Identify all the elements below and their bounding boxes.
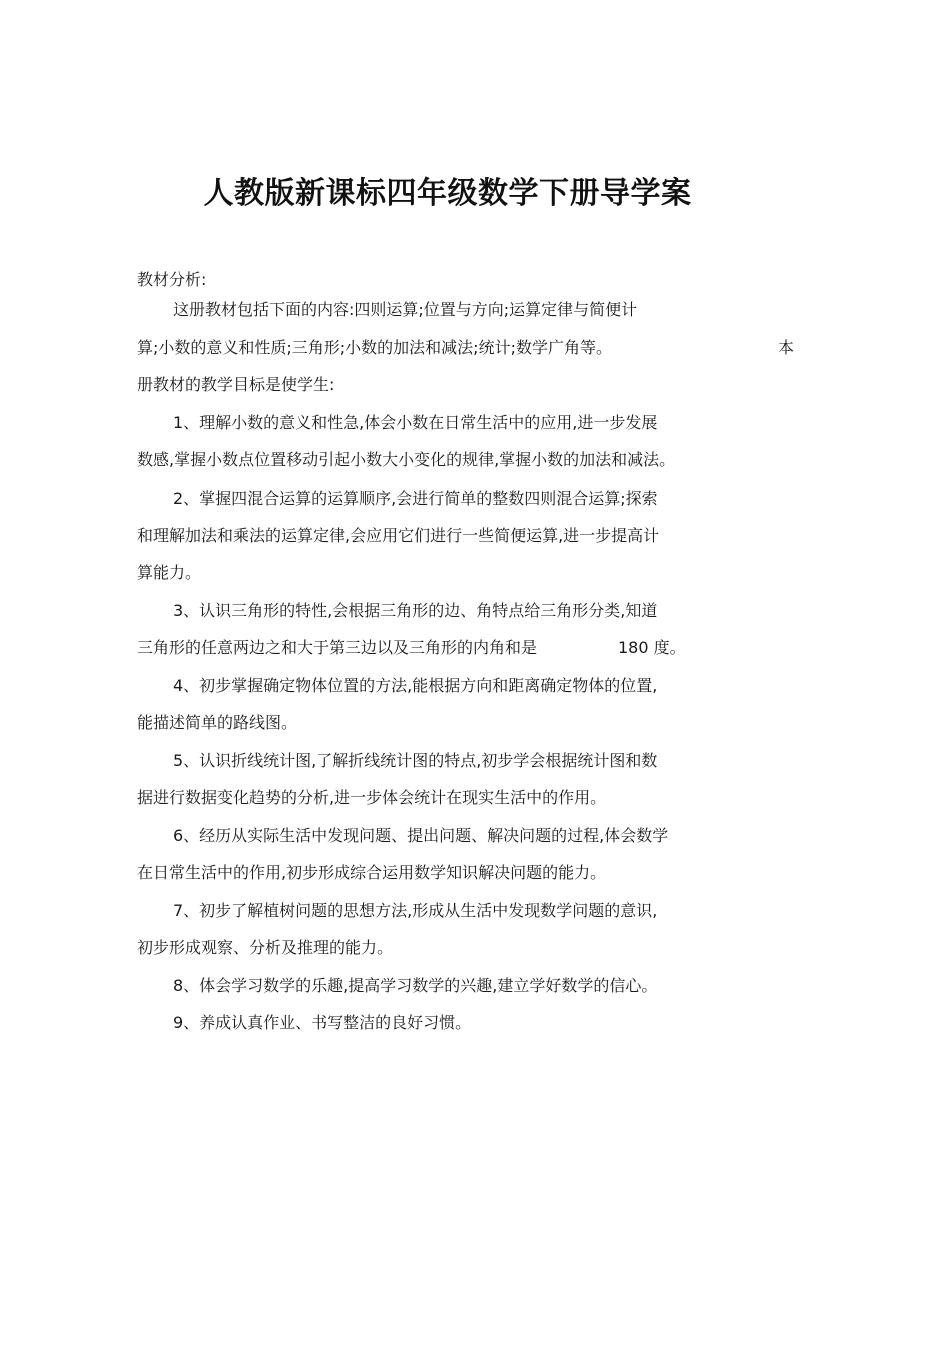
goal-line: 5、认识折线统计图,了解折线统计图的特点,初步学会根据统计图和数 xyxy=(173,751,658,770)
intro-line-tail: 本 xyxy=(778,338,795,357)
goal-line: 2、掌握四混合运算的运算顺序,会进行简单的整数四则混合运算;探索 xyxy=(173,489,658,508)
goal-line: 数感,掌握小数点位置移动引起小数大小变化的规律,掌握小数的加法和减法。 xyxy=(137,450,676,469)
intro-line: 册教材的教学目标是使学生: xyxy=(137,375,335,394)
goal-line: 6、经历从实际生活中发现问题、提出问题、解决问题的过程,体会数学 xyxy=(173,826,669,845)
goal-line: 初步形成观察、分析及推理的能力。 xyxy=(137,938,394,957)
goal-line: 1、理解小数的意义和性急,体会小数在日常生活中的应用,进一步发展 xyxy=(173,413,658,432)
goal-line-tail: 180 度。 xyxy=(618,638,686,657)
goal-line: 9、养成认真作业、书写整洁的良好习惯。 xyxy=(173,1013,472,1032)
goal-line: 算能力。 xyxy=(137,563,202,582)
goal-line: 7、初步了解植树问题的思想方法,形成从生活中发现数学问题的意识, xyxy=(173,901,658,920)
goal-line: 8、体会学习数学的乐趣,提高学习数学的兴趣,建立学好数学的信心。 xyxy=(173,976,658,995)
goal-line: 4、初步掌握确定物体位置的方法,能根据方向和距离确定物体的位置, xyxy=(173,676,658,695)
goal-line: 据进行数据变化趋势的分析,进一步体会统计在现实生活中的作用。 xyxy=(137,788,607,807)
section-heading: 教材分析: xyxy=(137,270,207,289)
goal-line: 三角形的任意两边之和大于第三边以及三角形的内角和是 xyxy=(137,638,538,657)
goal-line: 在日常生活中的作用,初步形成综合运用数学知识解决问题的能力。 xyxy=(137,863,607,882)
intro-line: 算;小数的意义和性质;三角形;小数的加法和减法;统计;数学广角等。 xyxy=(137,338,612,357)
intro-line: 这册教材包括下面的内容:四则运算;位置与方向;运算定律与简便计 xyxy=(173,300,638,319)
goal-line: 和理解加法和乘法的运算定律,会应用它们进行一些简便运算,进一步提高计 xyxy=(137,526,660,545)
goal-line: 能描述简单的路线图。 xyxy=(137,713,298,732)
goal-line: 3、认识三角形的特性,会根据三角形的边、角特点给三角形分类,知道 xyxy=(173,601,658,620)
document-title: 人教版新课标四年级数学下册导学案 xyxy=(203,176,692,211)
